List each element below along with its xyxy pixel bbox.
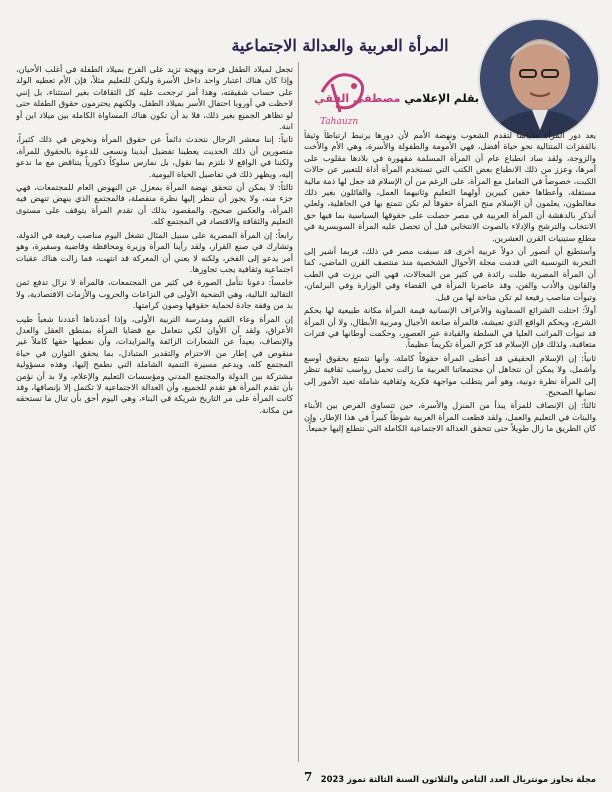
paragraph: يعد دور المرأة مقياساً لتقدم الشعوب ونهضة الأمم لأن دورها يرتبط ارتباطاً وثيقاً بالقفزات المتتالية نحو حياة أفضل، فهي الأمومة والطفولة والأسرة، وهي الأم والأخت والزوجة، ولقد ساد انطباع عام أن المرأة المسلمة مقهورة في بلادها مقلوب على أمرها، وعزز من ذلك الانطباع بعض الكتب التي تستخدم المرأة أداة للتعبير عن حالات الكبت، خصوصاً في التعامل مع المرأة، على الرغم من أن الإسلام قد جعل لها ذمة مالية مستقلة، وأعطاها حقين كبيرين أولهما التعليم وثانيهما العمل، والقائلون بغير ذلك مغالطون، يعلمون أن الإسلام منح المرأة حقوقاً لم تكن تتمتع بها في الجاهلية، ولعلي أتذكر بالدهشة أن المرأة العربية في مصر حصلت على حقوقها السياسية بما فيها حق الانتخاب والترشح والإدلاء بالصوت الانتخابي قبل أن تحصل عليه المرأة السويسرية في مطلع ستينيات القرن العشرين. [304,130,596,243]
paragraph: وأستطيع أن أتصور أن دولاً عربية أخرى قد سبقت مصر في ذلك، فربما أشير إلى التجربة التونسية التي قدمت مجلة الأحوال الشخصية منذ منتصف القرن الماضي، كما أن المرأة المصرية ظلت رائدة في كثير من المجالات، فهي التي برزت في الطب والقانون والأدب والفن، وقد عاصرنا المرأة في القضاء وفي الوزارة وفي البرلمان، وتبوأت مناصب رفيعة لم تكن متاحة لها من قبل. [304,246,596,302]
article-title: المرأة العربية والعدالة الاجتماعية [231,36,449,55]
article-column-left [16,64,293,764]
article-column-right [304,130,596,764]
logo-wordmark: Tahauzn [320,117,359,127]
byline [304,92,479,105]
magazine-issue-info: مجلة تحاوز مونتريال العدد الثامن والثلاثون السنة الثالثة تموز 2023 [320,774,596,784]
page-footer [16,772,596,788]
paragraph: ثالثاً: إن الإنصاف للمرأة يبدأ من المنزل والأسرة، حين تتساوى الفرص بين الأبناء والبنات في التعليم والعمل، ولقد قطعت المرأة العربية شوطاً كبيراً في هذا الإطار، وإن كان الطريق ما زال طويلاً حتى تتحقق العدالة الاجتماعية الكاملة التي نتطلع إليها جميعاً. [304,400,596,434]
paragraph: تجعل لميلاد الطفل فرحة وبهجة تزيد على الفرح بميلاد الطفلة في أغلب الأحيان، وإذا كان هناك اعتبار واحد داخل الأسرة وليكن للتعليم مثلاً، فإن الأم تعطيه الولد على حساب شقيقته، وهذا أمر ترجحت عليه كل الثقافات بغير استثناء، بل إنني لاحظت في أوروبا احتفال الأسر بميلاد الطفل، ولكنهم يحترمون حقوق الطفلة حتى لو تظاهر الجميع بغير ذلك، فلا بد أن تكون هناك المساواة الكاملة بين ميلاد ابن أو ابنة. [16,64,293,132]
paragraph: إن المرأة وعاء القيم ومدرسة التربية الأولى، وإذا أعددناها أعددنا شعباً طيب الأعراق، ولقد آن الأوان لكي نتعامل مع قضايا المرأة بمنطق العقل والعدل والإنصاف، بعيداً عن الشعارات الزائفة والمزايدات، وأن نعطيها حقها كاملاً غير منقوص في إطار من الاحترام والتقدير المتبادل، بما يحقق التوازن في حياة المجتمع كله، ويدعم مسيرة التنمية الشاملة التي نطمح إليها، وهذه مسؤولية مشتركة بين الدولة والمجتمع المدني ومؤسسات التعليم والإعلام، ولا بد أن نؤمن بأن تقدم المرأة هو تقدم للجميع، وأن العدالة الاجتماعية لا تكتمل إلا بإنصافها، وقد كانت المرأة على مر التاريخ شريكة في البناء، وهي اليوم أحق بأن تنال ما تستحقه من مكانة. [16,313,293,415]
paragraph: ثالثاً: لا يمكن أن تتحقق نهضة المرأة بمعزل عن النهوض العام للمجتمعات، فهي جزء منه، ولا يجوز أن ننظر إليها نظرة منفصلة، فالمجتمع الذي ينهض تنهض فيه المرأة، والعكس صحيح، والمقصود بذلك أن تقدم المرأة يتوقف على مستوى التعليم والثقافة والاقتصاد في المجتمع كله. [16,182,293,227]
column-divider [298,62,299,762]
author-photo [478,18,600,140]
author-name: مصطفى الفقي [314,92,401,105]
paragraph: خامساً: دعونا نتأمل الصورة في كثير من المجتمعات، فالمرأة لا تزال تدفع ثمن التقاليد البالية، وهي الضحية الأولى في النزاعات والحروب والأزمات الاقتصادية، ولا بد من وقفة جادة لحماية حقوقها وصون كرامتها. [16,277,293,311]
paragraph: ثانياً: إننا معشر الرجال نتحدث دائماً عن حقوق المرأة ونخوض في ذلك كثيراً، متصورين أن ذلك الحديث يعطينا تفضيل أيدينا ونسعى للدعوة بالحقوق للمرأة، ولكننا في الواقع لا نلتزم بما نقول، بل نمارس سلوكاً ذكورياً يتناقض مع ما ندعو إليه، ويظهر ذلك في تفاصيل الحياة اليومية. [16,134,293,179]
paragraph: رابعاً: إن المرأة المصرية على سبيل المثال تشغل اليوم مناصب رفيعة في الدولة، وتشارك في صنع القرار، ولقد رأينا المرأة وزيرة ومحافظة وقاضية وسفيرة، وهو أمر يدعو إلى الفخر، ولكنه لا يعني أن المعركة قد انتهت، فما زالت هناك عقبات اجتماعية وثقافية يجب تجاوزها. [16,229,293,274]
author-photo-icon [480,20,598,138]
paragraph: ثانياً: إن الإسلام الحقيقي قد أعطى المرأة حقوقاً كاملة، وأنها تتمتع بحقوق أوسع وأشمل، ولا يمكن أن نتجاهل أن مجتمعاتنا العربية ما زالت تحمل رواسب ثقافية تنظر إلى المرأة نظرة دونية، وهو أمر يتطلب مواجهة فكرية وثقافية شاملة تعيد الأمور إلى نصابها الصحيح. [304,352,596,397]
paragraph: أولاً: احتلت الشرائع السماوية والأعراف الإنسانية قيمة المرأة مكانة طبيعية لها بحكم الشرع، وبحكم الواقع الذي تعيشه، فالمرأة صانعة الأجيال ومربية الأبطال، ولا أن المرأة قد تبوأت المراتب العليا في السلطة والقيادة عبر العصور، وحكمت أوطانها في فترات متعاقبة، ولذلك فإن الإسلام قد كرّم المرأة تكريماً عظيماً. [304,305,596,350]
page-number: 7 [304,770,313,784]
byline-prefix: بقلم الإعلامي [404,92,479,105]
